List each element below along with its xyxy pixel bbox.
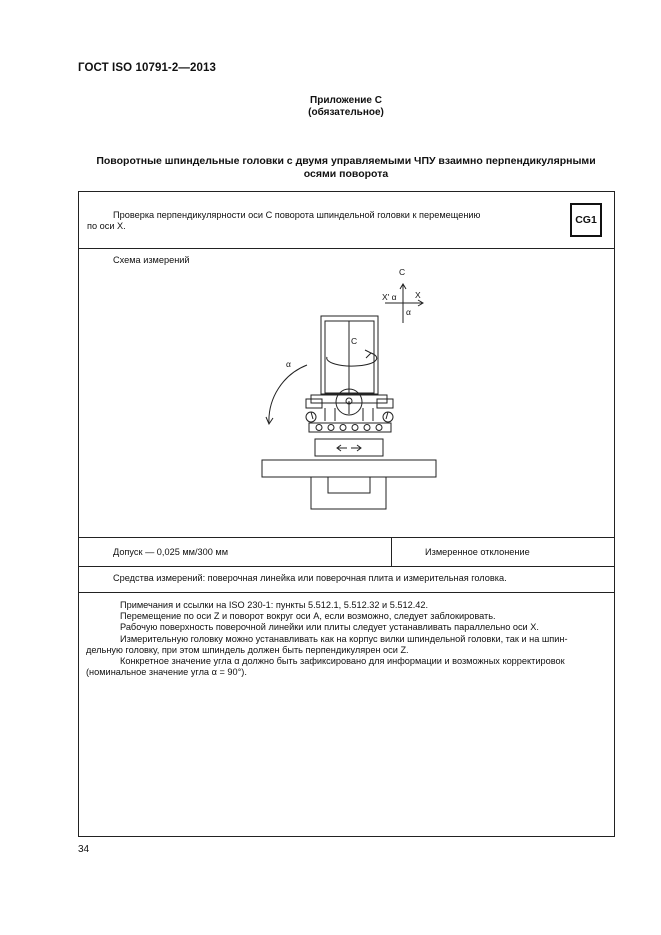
note-paragraph: Примечания и ссылки на ISO 230-1: пункты 5.512.1, 5.512.32 и 5.512.42. bbox=[120, 600, 429, 610]
measurement-diagram bbox=[79, 249, 614, 533]
test-object-line1: Проверка перпендикулярности оси С поворота шпиндельной головки к перемещению bbox=[113, 210, 481, 220]
test-sheet bbox=[78, 191, 615, 837]
note-paragraph: Конкретное значение угла α должно быть зафиксировано для информации и возможных корректировок bbox=[120, 656, 565, 667]
label-alpha-arc: α bbox=[286, 359, 291, 369]
label-alpha-small: α bbox=[406, 307, 411, 317]
diagram-heading: Схема измерений bbox=[113, 255, 190, 265]
label-x-axis: X bbox=[415, 290, 421, 300]
standard-id: ГОСТ ISO 10791-2—2013 bbox=[78, 62, 216, 74]
section-title-line2: осями поворота bbox=[303, 168, 389, 180]
section-title bbox=[78, 155, 614, 181]
machine-table bbox=[262, 439, 436, 509]
note-paragraph-cont: дельную головку, при этом шпиндель должен быть перпендикулярен оси Z. bbox=[86, 644, 409, 655]
divider bbox=[391, 537, 392, 566]
note-paragraph-cont: (номинальное значение угла α = 90°). bbox=[86, 667, 247, 678]
c-rotation-arrow bbox=[327, 350, 377, 366]
note-paragraph: Рабочую поверхность поверочной линейки или плиты следует устанавливать параллельно оси X. bbox=[120, 622, 539, 633]
divider bbox=[79, 592, 614, 593]
straightedge bbox=[309, 423, 391, 432]
divider bbox=[79, 537, 614, 538]
note-paragraph: Измерительную головку можно устанавливать как на корпус вилки шпиндельной головки, так и на шпин- bbox=[120, 633, 568, 644]
tolerance-label: Допуск — 0,025 мм/300 мм bbox=[113, 547, 229, 557]
test-code: CG1 bbox=[570, 203, 602, 237]
measuring-instruments: Средства измерений: поверочная линейка или поверочная плита и измерительная головка. bbox=[113, 573, 507, 583]
measured-deviation-label: Измеренное отклонение bbox=[425, 547, 530, 557]
divider bbox=[79, 566, 614, 567]
test-object-line2: по оси X. bbox=[87, 221, 126, 232]
section-title-line1: Поворотные шпиндельные головки с двумя управляемыми ЧПУ взаимно перпендикулярными bbox=[96, 155, 596, 167]
label-x-prime-alpha: X' α bbox=[382, 292, 397, 302]
alpha-arc bbox=[266, 365, 307, 424]
annex-status: (обязательное) bbox=[308, 107, 384, 118]
test-object bbox=[87, 210, 557, 232]
notes bbox=[86, 600, 608, 678]
page-number: 34 bbox=[78, 844, 90, 855]
annex-title: Приложение С bbox=[310, 95, 382, 106]
label-c-axis: C bbox=[399, 267, 406, 277]
label-c-rotation: C bbox=[351, 336, 358, 346]
note-paragraph: Перемещение по оси Z и поворот вокруг оси А, если возможно, следует заблокировать. bbox=[120, 611, 496, 622]
